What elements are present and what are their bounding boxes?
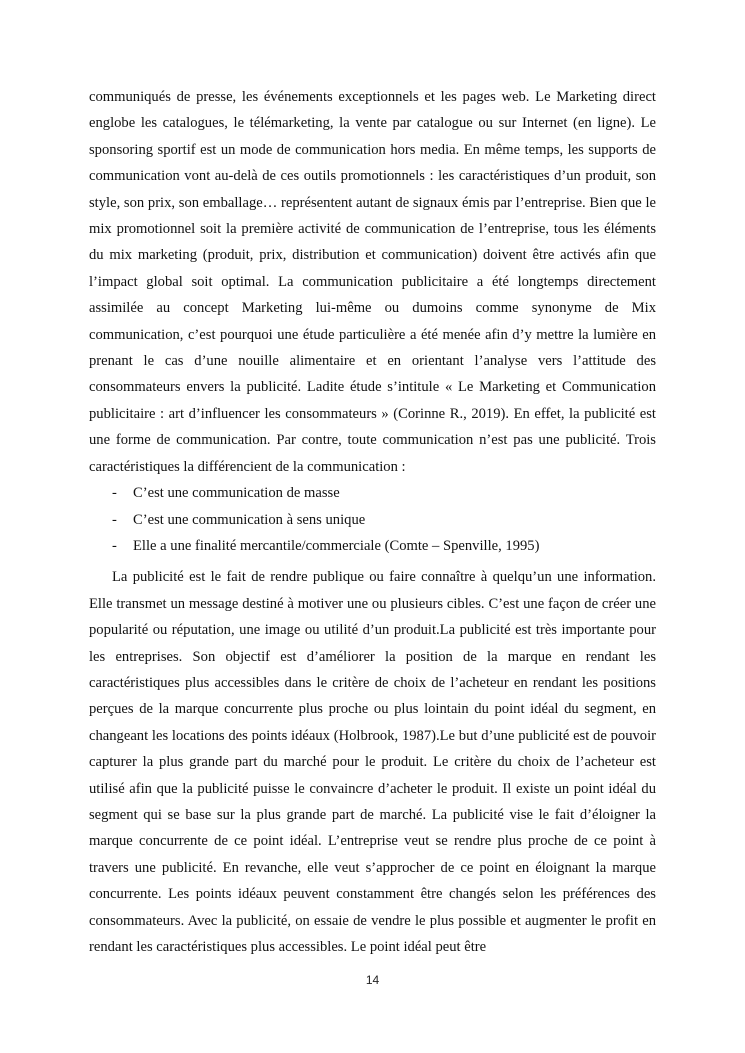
- page-number: 14: [365, 973, 380, 987]
- list-item-text: Elle a une finalité mercantile/commerciale (Comte – Spenville, 1995): [133, 537, 540, 554]
- list-item-text: C’est une communication de masse: [133, 485, 340, 502]
- paragraph-publicite: La publicité est le fait de rendre publique ou faire connaître à quelqu’un une information. Elle transmet un message destiné à motiver une ou plusieurs cibles. C’est une façon de créer une popularité ou réputation, une image ou utilité d’un produit.La publicité est très importante pour les entreprises. Son objectif est d’améliorer la position de la marque en rendant les caractéristiques plus accessibles dans le critère de choix de l’acheteur en rendant les positions perçues de la marque concurrente plus proche ou plus lointain du point idéal du segment, en changeant les locations des points idéaux (Holbrook, 1987).Le but d’une publicité est de pouvoir capturer la plus grande part du marché pour le produit. Le critère du choix de l’acheteur est utilisé afin que la publicité puisse le convaincre d’acheter le produit. Il existe un point idéal du segment qui se base sur la plus grande part de marché. La publicité vise le fait d’éloigner la marque concurrente de ce point idéal. L’entreprise veut se rendre plus proche de ce point à travers une publicité. En revanche, elle veut s’approcher de ce point en éloignant la marque concurrente. Les points idéaux peuvent constamment être changés selon les préférences des consommateurs. Avec la publicité, on essaie de vendre le plus possible et augmenter le profit en rendant les caractéristiques plus accessibles. Le point idéal peut être: [89, 569, 656, 955]
- list-item: [89, 507, 656, 533]
- list-item-text: C’est une communication à sens unique: [133, 511, 366, 528]
- bullet-dash: -: [112, 485, 117, 502]
- characteristics-list: [89, 480, 656, 559]
- list-item: [89, 533, 656, 559]
- document-page: [89, 84, 656, 960]
- bullet-dash: -: [112, 537, 117, 554]
- list-item: [89, 480, 656, 506]
- bullet-dash: -: [112, 511, 117, 528]
- paragraph-intro: communiqués de presse, les événements exceptionnels et les pages web. Le Marketing direct englobe les catalogues, le télémarketing, la vente par catalogue ou sur Internet (en ligne). Le sponsoring sportif est un mode de communication hors media. En même temps, les supports de communication vont au-delà de ces outils promotionnels : les caractéristiques d’un produit, son style, son prix, son emballage… représentent autant de signaux émis par l’entreprise. Bien que le mix promotionnel soit la première activité de communication de l’entreprise, tous les éléments du mix marketing (produit, prix, distribution et communication) doivent être activés afin que l’impact global soit optimal. La communication publicitaire a été longtemps directement assimilée au concept Marketing lui-même ou dumoins comme synonyme de Mix communication, c’est pourquoi une étude particulière a été menée afin d’y mettre la lumière en prenant le cas d’une nouille alimentaire et en orientant l’analyse vers l’attitude des consommateurs envers la publicité. Ladite étude s’intitule « Le Marketing et Communication publicitaire : art d’influencer les consommateurs » (Corinne R., 2019). En effet, la publicité est une forme de communication. Par contre, toute communication n’est pas une publicité. Trois caractéristiques la différencient de la communication :: [89, 89, 656, 475]
